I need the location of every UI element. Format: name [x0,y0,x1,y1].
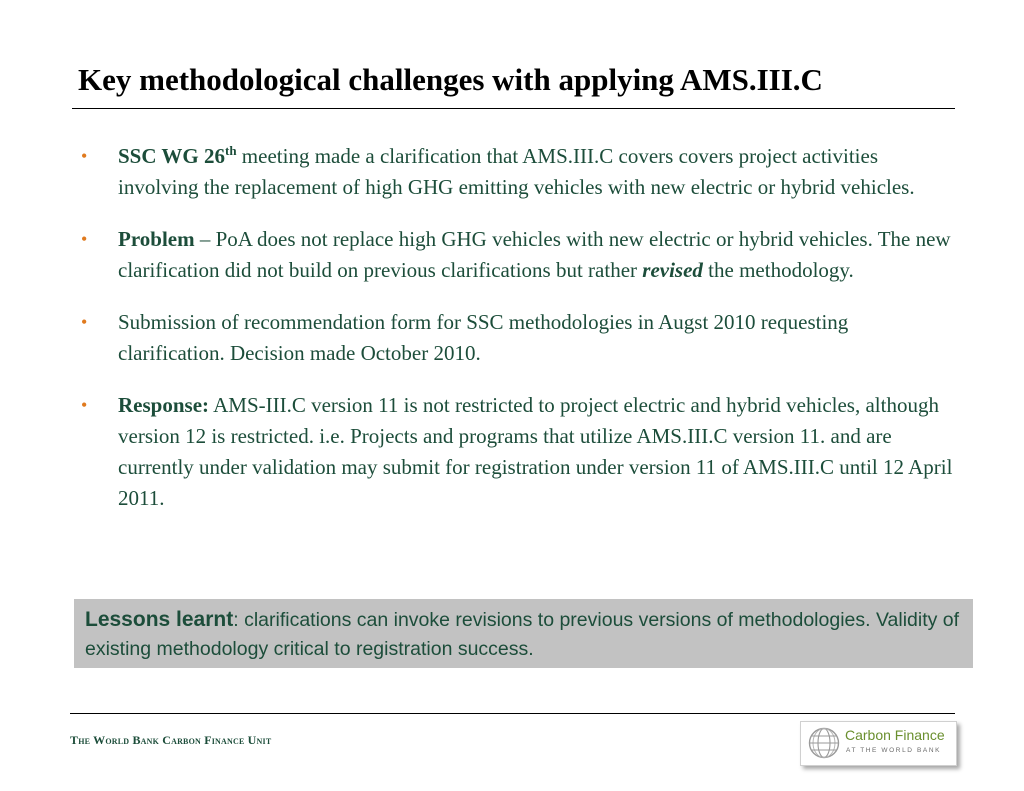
bullet-lead: Problem [118,227,195,251]
bullet-list [78,141,958,535]
bullet-item-problem [78,224,958,286]
bullet-text: meeting made a clarification that AMS.III.C covers covers project activities involving the replacement of high GHG emitting vehicles with new electric or hybrid vehicles. [118,144,915,199]
footer-unit-name: The World Bank Carbon Finance Unit [70,733,272,747]
bullet-text: – PoA does not replace high GHG vehicles with new electric or hybrid vehicles. The new clarification did not build on previous clarifications but rather [118,227,951,282]
bullet-text-end: the methodology. [702,258,854,282]
logo-tagline: AT THE WORLD BANK [846,747,942,754]
slide-title: Key methodological challenges with applying AMS.III.C [78,62,823,97]
carbon-finance-logo [800,721,957,766]
bullet-marker: • [81,395,88,415]
logo-name: Carbon Finance [845,727,945,743]
bullet-lead: Response: [118,393,210,417]
globe-icon [807,726,841,760]
lessons-text: : clarifications can invoke revisions to previous versions of methodologies. Validity of existing methodology critical to registration success. [85,609,960,660]
ordinal-suffix: th [224,143,237,158]
bullet-emphasis: revised [642,258,703,282]
bullet-item-submission [78,307,958,369]
bullet-text: Submission of recommendation form for SSC methodologies in Augst 2010 requesting clarification. Decision made October 2010. [118,310,849,365]
bullet-marker: • [81,229,88,249]
bullet-item-response [78,390,958,514]
bullet-lead: SSC WG 26 [118,144,225,168]
lessons-heading: Lessons learnt [85,608,234,631]
bullet-item-wg26 [78,141,958,203]
bullet-marker: • [81,312,88,332]
lessons-learnt-box [74,599,973,668]
title-divider [72,108,955,109]
bullet-text: AMS-III.C version 11 is not restricted to project electric and hybrid vehicles, although version 12 is restricted. i.e. Projects and programs that utilize AMS.III.C version 11. and are currently under validation may submit for registration under version 11 of AMS.III.C until 12 April 2011. [118,393,953,510]
footer-divider [70,713,955,714]
bullet-marker: • [81,146,88,166]
